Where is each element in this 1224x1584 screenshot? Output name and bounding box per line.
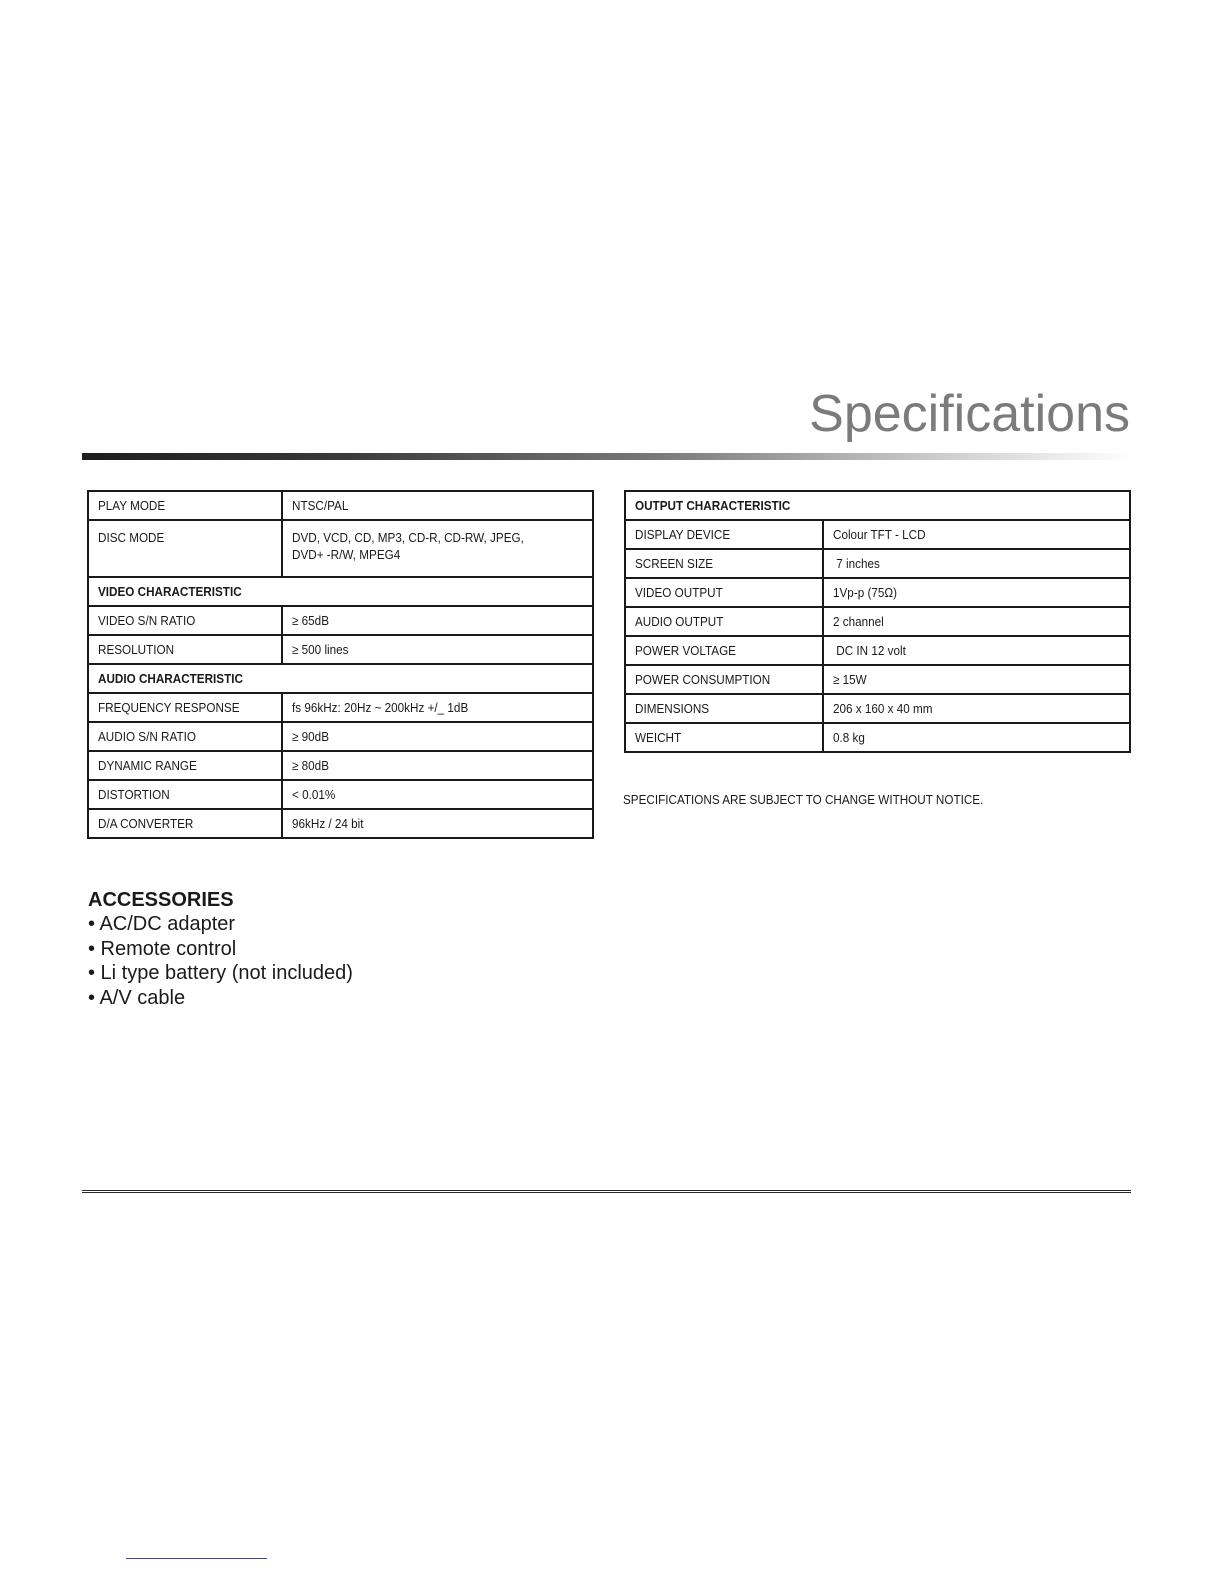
spec-value: 96kHz / 24 bit bbox=[292, 816, 364, 831]
spec-value: fs 96kHz: 20Hz ~ 200kHz +/_ 1dB bbox=[292, 700, 469, 715]
spec-value: ≥ 80dB bbox=[292, 758, 329, 773]
list-item: • Remote control bbox=[88, 937, 237, 960]
spec-label: POWER VOLTAGE bbox=[635, 643, 736, 658]
spec-value: DC IN 12 volt bbox=[833, 643, 906, 658]
spec-label: VIDEO OUTPUT bbox=[635, 585, 723, 600]
table-row bbox=[88, 693, 593, 722]
spec-value: NTSC/PAL bbox=[292, 498, 349, 513]
list-item: • AC/DC adapter bbox=[88, 913, 236, 935]
spec-value: ≥ 65dB bbox=[292, 613, 329, 628]
spec-label: D/A CONVERTER bbox=[98, 816, 194, 831]
spec-value: 7 inches bbox=[833, 556, 880, 571]
spec-value: 1Vp-p (75Ω) bbox=[833, 585, 898, 600]
spec-label: RESOLUTION bbox=[98, 642, 175, 657]
spec-value: ≥ 90dB bbox=[292, 729, 329, 744]
spec-label: DISC MODE bbox=[98, 530, 165, 545]
table-section-row bbox=[88, 664, 593, 693]
spec-label: PLAY MODE bbox=[98, 498, 166, 513]
change-notice: SPECIFICATIONS ARE SUBJECT TO CHANGE WITHOUT NOTICE. bbox=[623, 792, 984, 807]
spec-label: AUDIO OUTPUT bbox=[635, 614, 724, 629]
spec-label: WEICHT bbox=[635, 730, 682, 745]
spec-value: 2 channel bbox=[833, 614, 884, 629]
table-row bbox=[88, 606, 593, 635]
section-heading: VIDEO CHARACTERISTIC bbox=[98, 584, 242, 599]
spec-value: Colour TFT - LCD bbox=[833, 527, 926, 542]
footer-underline bbox=[126, 1558, 267, 1559]
spec-label: AUDIO S/N RATIO bbox=[98, 729, 196, 744]
section-heading: AUDIO CHARACTERISTIC bbox=[98, 671, 243, 686]
spec-value: 206 x 160 x 40 mm bbox=[833, 701, 933, 716]
section-heading: OUTPUT CHARACTERISTIC bbox=[635, 498, 791, 513]
table-row bbox=[625, 723, 1130, 752]
list-item: • A/V cable bbox=[88, 986, 186, 1009]
spec-value: 0.8 kg bbox=[833, 730, 865, 745]
table-row bbox=[88, 751, 593, 780]
table-row bbox=[88, 635, 593, 664]
table-row bbox=[88, 491, 593, 520]
spec-value: ≥ 500 lines bbox=[292, 642, 349, 657]
table-row bbox=[625, 520, 1130, 549]
table-row bbox=[88, 780, 593, 809]
spec-value: < 0.01% bbox=[292, 787, 336, 802]
accessories-section bbox=[88, 888, 353, 1010]
spec-label: DISPLAY DEVICE bbox=[635, 527, 731, 542]
spec-value: DVD, VCD, CD, MP3, CD-R, CD-RW, JPEG, DVD+ -R/W, MPEG4 bbox=[292, 530, 524, 562]
table-row bbox=[625, 578, 1130, 607]
spec-label: DIMENSIONS bbox=[635, 701, 710, 716]
table-row bbox=[88, 809, 593, 838]
table-row bbox=[625, 665, 1130, 694]
table-row bbox=[625, 549, 1130, 578]
spec-label: POWER CONSUMPTION bbox=[635, 672, 771, 687]
list-item: • Li type battery (not included) bbox=[88, 962, 353, 984]
spec-value: ≥ 15W bbox=[833, 672, 867, 687]
table-row bbox=[625, 607, 1130, 636]
accessories-list bbox=[88, 912, 353, 1010]
table-section-row bbox=[88, 577, 593, 606]
table-row bbox=[88, 520, 593, 577]
page-title: Specifications bbox=[809, 385, 1130, 443]
output-spec-table bbox=[624, 490, 1131, 753]
general-spec-table bbox=[87, 490, 594, 839]
spec-label: DISTORTION bbox=[98, 787, 170, 802]
footer-divider bbox=[82, 1190, 1131, 1193]
table-row bbox=[625, 636, 1130, 665]
table-section-row bbox=[625, 491, 1130, 520]
spec-label: DYNAMIC RANGE bbox=[98, 758, 197, 773]
spec-label: SCREEN SIZE bbox=[635, 556, 714, 571]
table-row bbox=[625, 694, 1130, 723]
spec-label: VIDEO S/N RATIO bbox=[98, 613, 196, 628]
spec-label: FREQUENCY RESPONSE bbox=[98, 700, 240, 715]
accessories-heading: ACCESSORIES bbox=[88, 889, 234, 911]
title-gradient-rule bbox=[82, 453, 1132, 460]
table-row bbox=[88, 722, 593, 751]
